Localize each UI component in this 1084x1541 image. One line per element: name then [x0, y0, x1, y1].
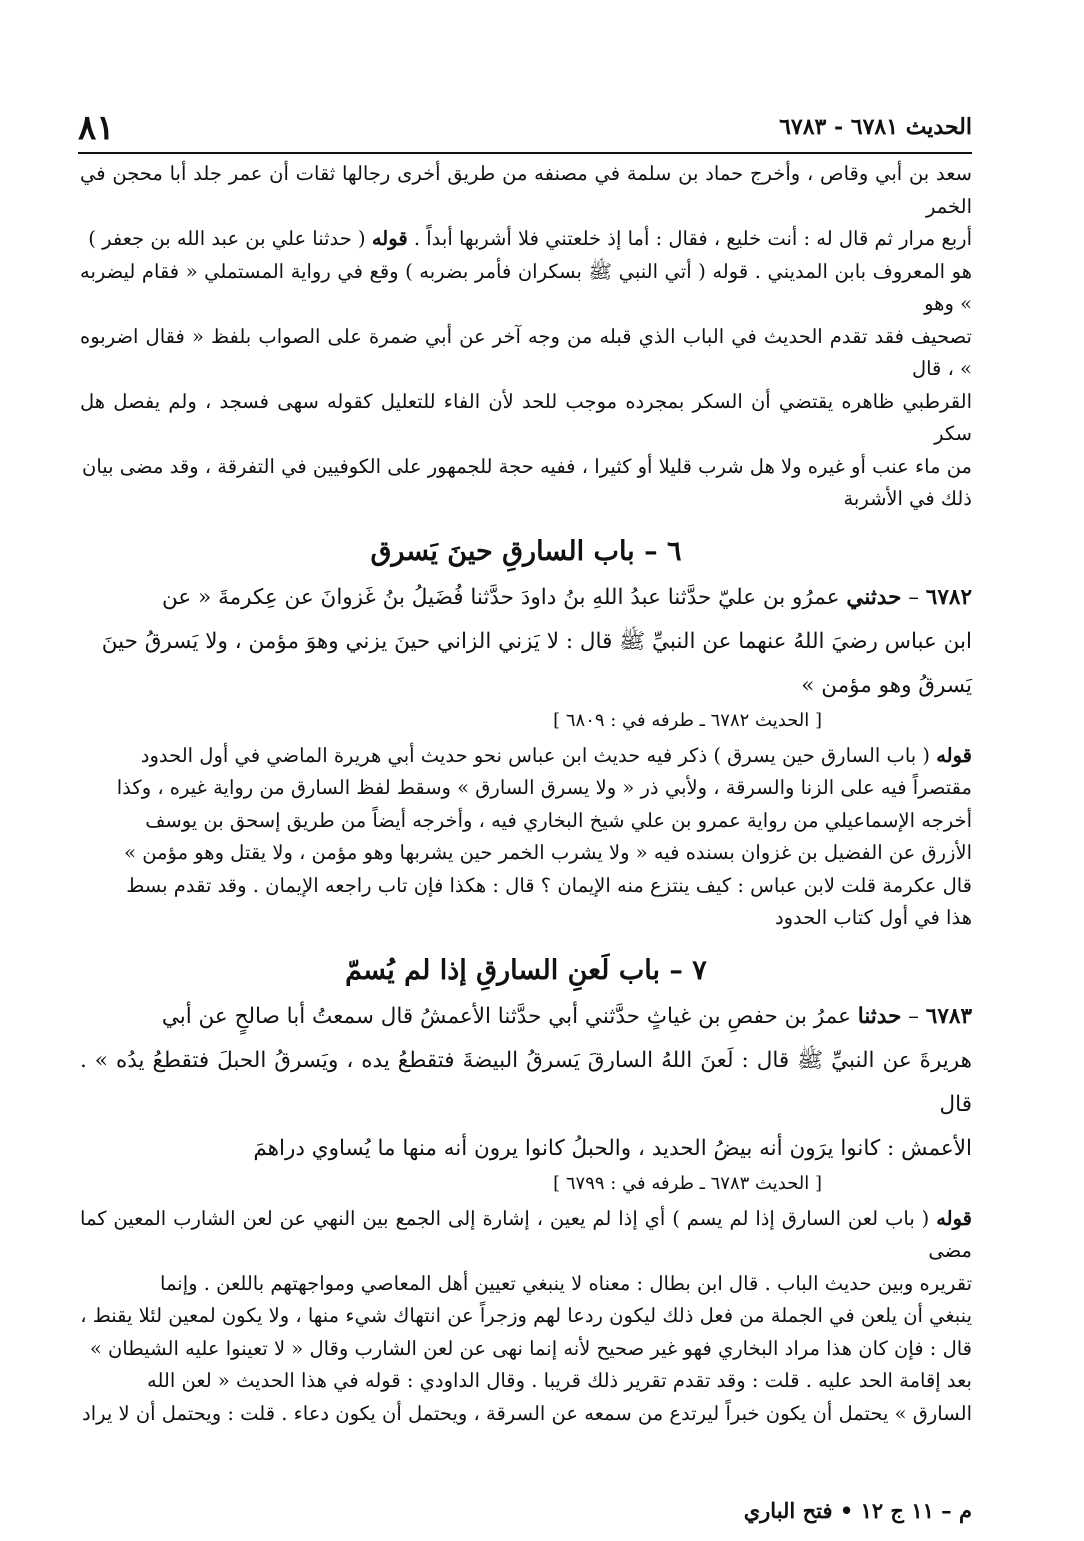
qawluhu-keyword: قوله [936, 1206, 972, 1230]
hadith-line: الأعمش : كانوا يرَون أنه بيضُ الحديد ، والحبلُ كانوا يرون أنه منها ما يُساوي دراهمَ [253, 1135, 972, 1161]
text-line: هذا في أول كتاب الحدود [774, 906, 972, 929]
page-header [78, 108, 972, 152]
text-line: قوله ( باب السارق حين يسرق ) ذكر فيه حديث ابن عباس نحو حديث أبي هريرة الماضي في أول الحدود [140, 743, 972, 767]
text-line: ذلك في الأشربة [843, 487, 972, 510]
chapter-word: باب [593, 535, 635, 567]
hadith-opener: حدثني [846, 584, 902, 610]
text-line: من ماء عنب أو غيره ولا هل شرب قليلا أو كثيرا ، ففيه حجة للجمهور على الكوفيين في التفرقة ، وقد مضى بيان [82, 454, 972, 478]
text-line: تصحيف فقد تقدم الحديث في الباب الذي قبله من وجه آخر عن أبي ضمرة على الصواب بلفظ « فقال اضربوه » ، قال [80, 324, 972, 380]
text-line: بعد إقامة الحد عليه . قلت : وقد تقدم تقرير ذلك قريبا . وقال الداودي : قوله في هذا الحديث « لعن الله [147, 1369, 972, 1392]
signature-mark: م – ١١ ج ١٢ • فتح الباري [743, 1498, 972, 1523]
chapter-number: ٧ [692, 954, 707, 986]
hadith-6782 [80, 576, 972, 708]
hadith-number: ٦٧٨٢ [925, 584, 972, 610]
hadith-reference: [ الحديث ٦٧٨٢ ـ طرفه في : ٦٨٠٩ ] [553, 709, 822, 731]
chapter-heading-7: ٧ – باب لَعنِ السارقِ إذا لم يُسمّ [345, 954, 707, 986]
hadith-line: ٦٧٨٣ – حدثنا عمرُ بن حفصِ بن غياثٍ حدَّثني أبي حدَّثنا الأعمشُ قال سمعتُ أبا صالحٍ عن أبي [161, 1003, 972, 1029]
commentary-paragraph-3 [80, 1203, 972, 1431]
chapter-heading-6: ٦ – باب السارقِ حينَ يَسرق [370, 535, 682, 567]
text-line: الأزرق عن الفضيل بن غزوان بسنده فيه « ولا يشرب الخمر حين يشربها وهو مؤمن ، ولا يقتل وهو مؤمن » [124, 841, 972, 864]
text-line: القرطبي ظاهره يقتضي أن السكر بمجرده موجب للحد لأن الفاء للتعليل كقوله سهى فسجد ، ولم يفصل هل سكر [80, 389, 972, 445]
hadith-line: هريرةَ عن النبيِّ ﷺ قال : لَعنَ اللهُ السارقَ يَسرقُ البيضةَ فتقطعُ يده ، ويَسرقُ الحبلَ فتقطعُ يدُه » . قال [80, 1047, 972, 1117]
page-body [80, 158, 972, 1430]
text-line: قال : فإن كان هذا مراد البخاري فهو غير صحيح لأنه إنما نهى عن لعن الشارب وقال « لا تعينوا عليه الشيطان » [89, 1336, 972, 1360]
text-line: السارق » يحتمل أن يكون خبراً ليرتدع من سمعه عن السرقة ، ويحتمل أن يكون دعاء . قلت : ويحتمل أن لا يراد [82, 1401, 972, 1425]
commentary-paragraph-2 [80, 740, 972, 935]
qawluhu-keyword: قوله [371, 227, 408, 250]
hadith-line: ابن عباس رضيَ اللهُ عنهما عن النبيِّ ﷺ قال : لا يَزني الزاني حينَ يزني وهوَ مؤمن ، ولا يَسرقُ حينَ [101, 628, 972, 654]
hadith-number: ٦٧٨٣ [925, 1003, 972, 1029]
text-line: مقتصراً فيه على الزنا والسرقة ، ولأبي ذر « ولا يسرق السارق » وسقط لفظ السارق من رواية غيره ، وكذا [116, 776, 972, 799]
chapter-number: ٦ [667, 535, 682, 567]
header-rule [78, 152, 972, 154]
hadith-line: يَسرقُ وهو مؤمن » [801, 672, 972, 698]
hadith-opener: حدثنا [857, 1003, 902, 1029]
text-line: قوله ( باب لعن السارق إذا لم يسم ) أي إذا لم يعين ، إشارة إلى الجمع بين النهي عن لعن الشارب المعين كما مضى [80, 1206, 972, 1262]
page-number: ٨١ [78, 108, 115, 148]
hadith-line: ٦٧٨٢ – حدثني عمرُو بن عليّ حدَّثنا عبدُ اللهِ بنُ داودَ حدَّثنا فُضَيلُ بنُ غَزوانَ عن عِكرمةَ « عن [162, 584, 972, 610]
text-line: أربع مرار ثم قال له : أنت خليع ، فقال : أما إذ خلعتني فلا أشربها أبداً . قوله ( حدثنا علي بن عبد الله بن جعفر ) [88, 227, 972, 250]
chapter-word: باب [618, 954, 660, 986]
text-line: سعد بن أبي وقاص ، وأخرج حماد بن سلمة في مصنفه من طريق أخرى رجالها ثقات أن عمر جلد أبا محجن في الخمر [80, 162, 972, 218]
chapter-title: السارقِ حينَ يَسرق [370, 535, 585, 567]
running-head: الحديث ٦٧٨١ - ٦٧٨٣ [779, 114, 972, 140]
text-line: ينبغي أن يلعن في الجملة من فعل ذلك ليكون ردعا لهم وزجراً عن انتهاك شيء منها ، ولا يكون لمعين لئلا يقنط ، [80, 1304, 972, 1327]
text-line: تقريره وبين حديث الباب . قال ابن بطال : معناه لا ينبغي تعيين أهل المعاصي ومواجهتهم باللعن . وإنما [160, 1271, 972, 1295]
commentary-paragraph-1 [80, 158, 972, 516]
text-line: أخرجه الإسماعيلي من رواية عمرو بن علي شيخ البخاري فيه ، وأخرجه أيضاً من طريق إسحق بن يوسف [145, 808, 972, 832]
hadith-reference: [ الحديث ٦٧٨٣ ـ طرفه في : ٦٧٩٩ ] [553, 1172, 822, 1194]
chapter-title: لَعنِ السارقِ إذا لم يُسمّ [345, 954, 610, 986]
text-line: هو المعروف بابن المديني . قوله ( أتي النبي ﷺ بسكران فأمر بضربه ) وقع في رواية المستملي « فقام ليضربه » وهو [80, 259, 972, 315]
text-line: قال عكرمة قلت لابن عباس : كيف ينتزع منه الإيمان ؟ قال : هكذا فإن تاب راجعه الإيمان . وقد تقدم بسط [126, 873, 972, 897]
hadith-6783 [80, 995, 972, 1171]
qawluhu-keyword: قوله [936, 743, 972, 767]
